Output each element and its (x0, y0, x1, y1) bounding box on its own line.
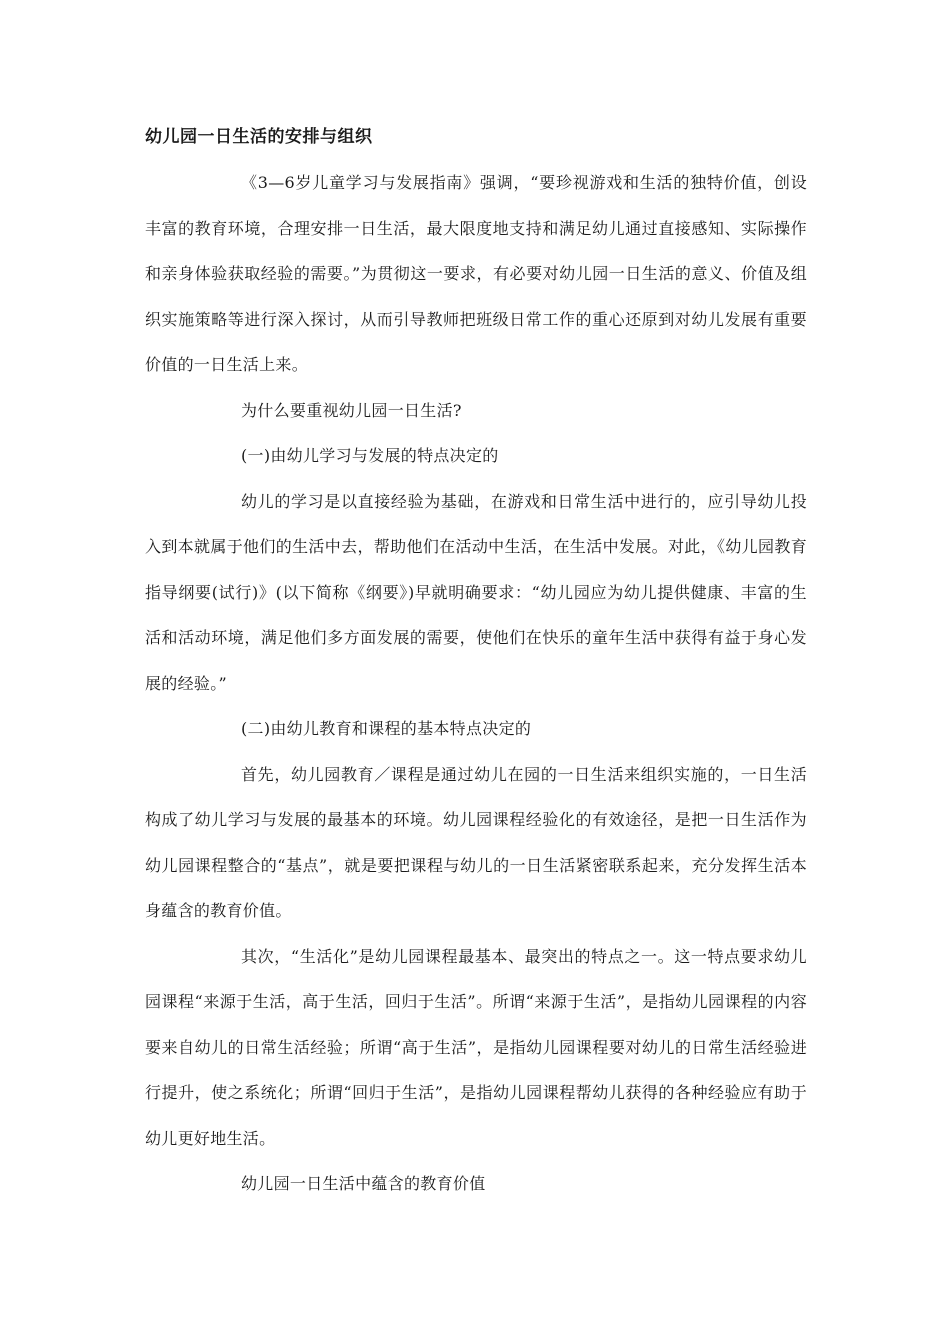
subsection-heading-2: (二)由幼儿教育和课程的基本特点决定的 (241, 719, 532, 738)
paragraph-second: 其次，“生活化”是幼儿园课程最基本、最突出的特点之一。这一特点要求幼儿园课程“来源于生活，高于生活，回归于生活”。所谓“来源于生活”，是指幼儿园课程的内容要来自幼儿的日常生活经验；所谓“高于生活”，是指幼儿园课程要对幼儿的日常生活经验进行提升，使之系统化；所谓“回归于生活”，是指幼儿园课程帮幼儿获得的各种经验应有助于幼儿更好地生活。 (145, 946, 807, 1148)
subsection-heading-1: (一)由幼儿学习与发展的特点决定的 (241, 446, 499, 465)
intro-paragraph: 《3—6岁儿童学习与发展指南》强调，“要珍视游戏和生活的独特价值，创设丰富的教育环境，合理安排一日生活，最大限度地支持和满足幼儿通过直接感知、实际操作和亲身体验获取经验的需要。”为贯彻这一要求，有必要对幼儿园一日生活的意义、价值及组织实施策略等进行深入探讨，从而引导教师把班级日常工作的重心还原到对幼儿发展有重要价值的一日生活上来。 (145, 173, 807, 374)
paragraph-first: 首先，幼儿园教育／课程是通过幼儿在园的一日生活来组织实施的，一日生活构成了幼儿学习与发展的最基本的环境。幼儿园课程经验化的有效途径，是把一日生活作为幼儿园课程整合的“基点”，就是要把课程与幼儿的一日生活紧密联系起来，充分发挥生活本身蕴含的教育价值。 (145, 764, 807, 920)
section-heading-why: 为什么要重视幼儿园一日生活? (241, 400, 462, 420)
document-body (145, 160, 807, 1207)
document-title: 幼儿园一日生活的安排与组织 (145, 127, 373, 147)
section-heading-value: 幼儿园一日生活中蕴含的教育价值 (241, 1174, 486, 1193)
paragraph-learning-characteristics: 幼儿的学习是以直接经验为基础，在游戏和日常生活中进行的，应引导幼儿投入到本就属于他们的生活中去，帮助他们在活动中生活，在生活中发展。对此，《幼儿园教育指导纲要(试行)》(以下简称《纲要》)早就明确要求：“幼儿园应为幼儿提供健康、丰富的生活和活动环境，满足他们多方面发展的需要，使他们在快乐的童年生活中获得有益于身心发展的经验。” (145, 491, 807, 693)
